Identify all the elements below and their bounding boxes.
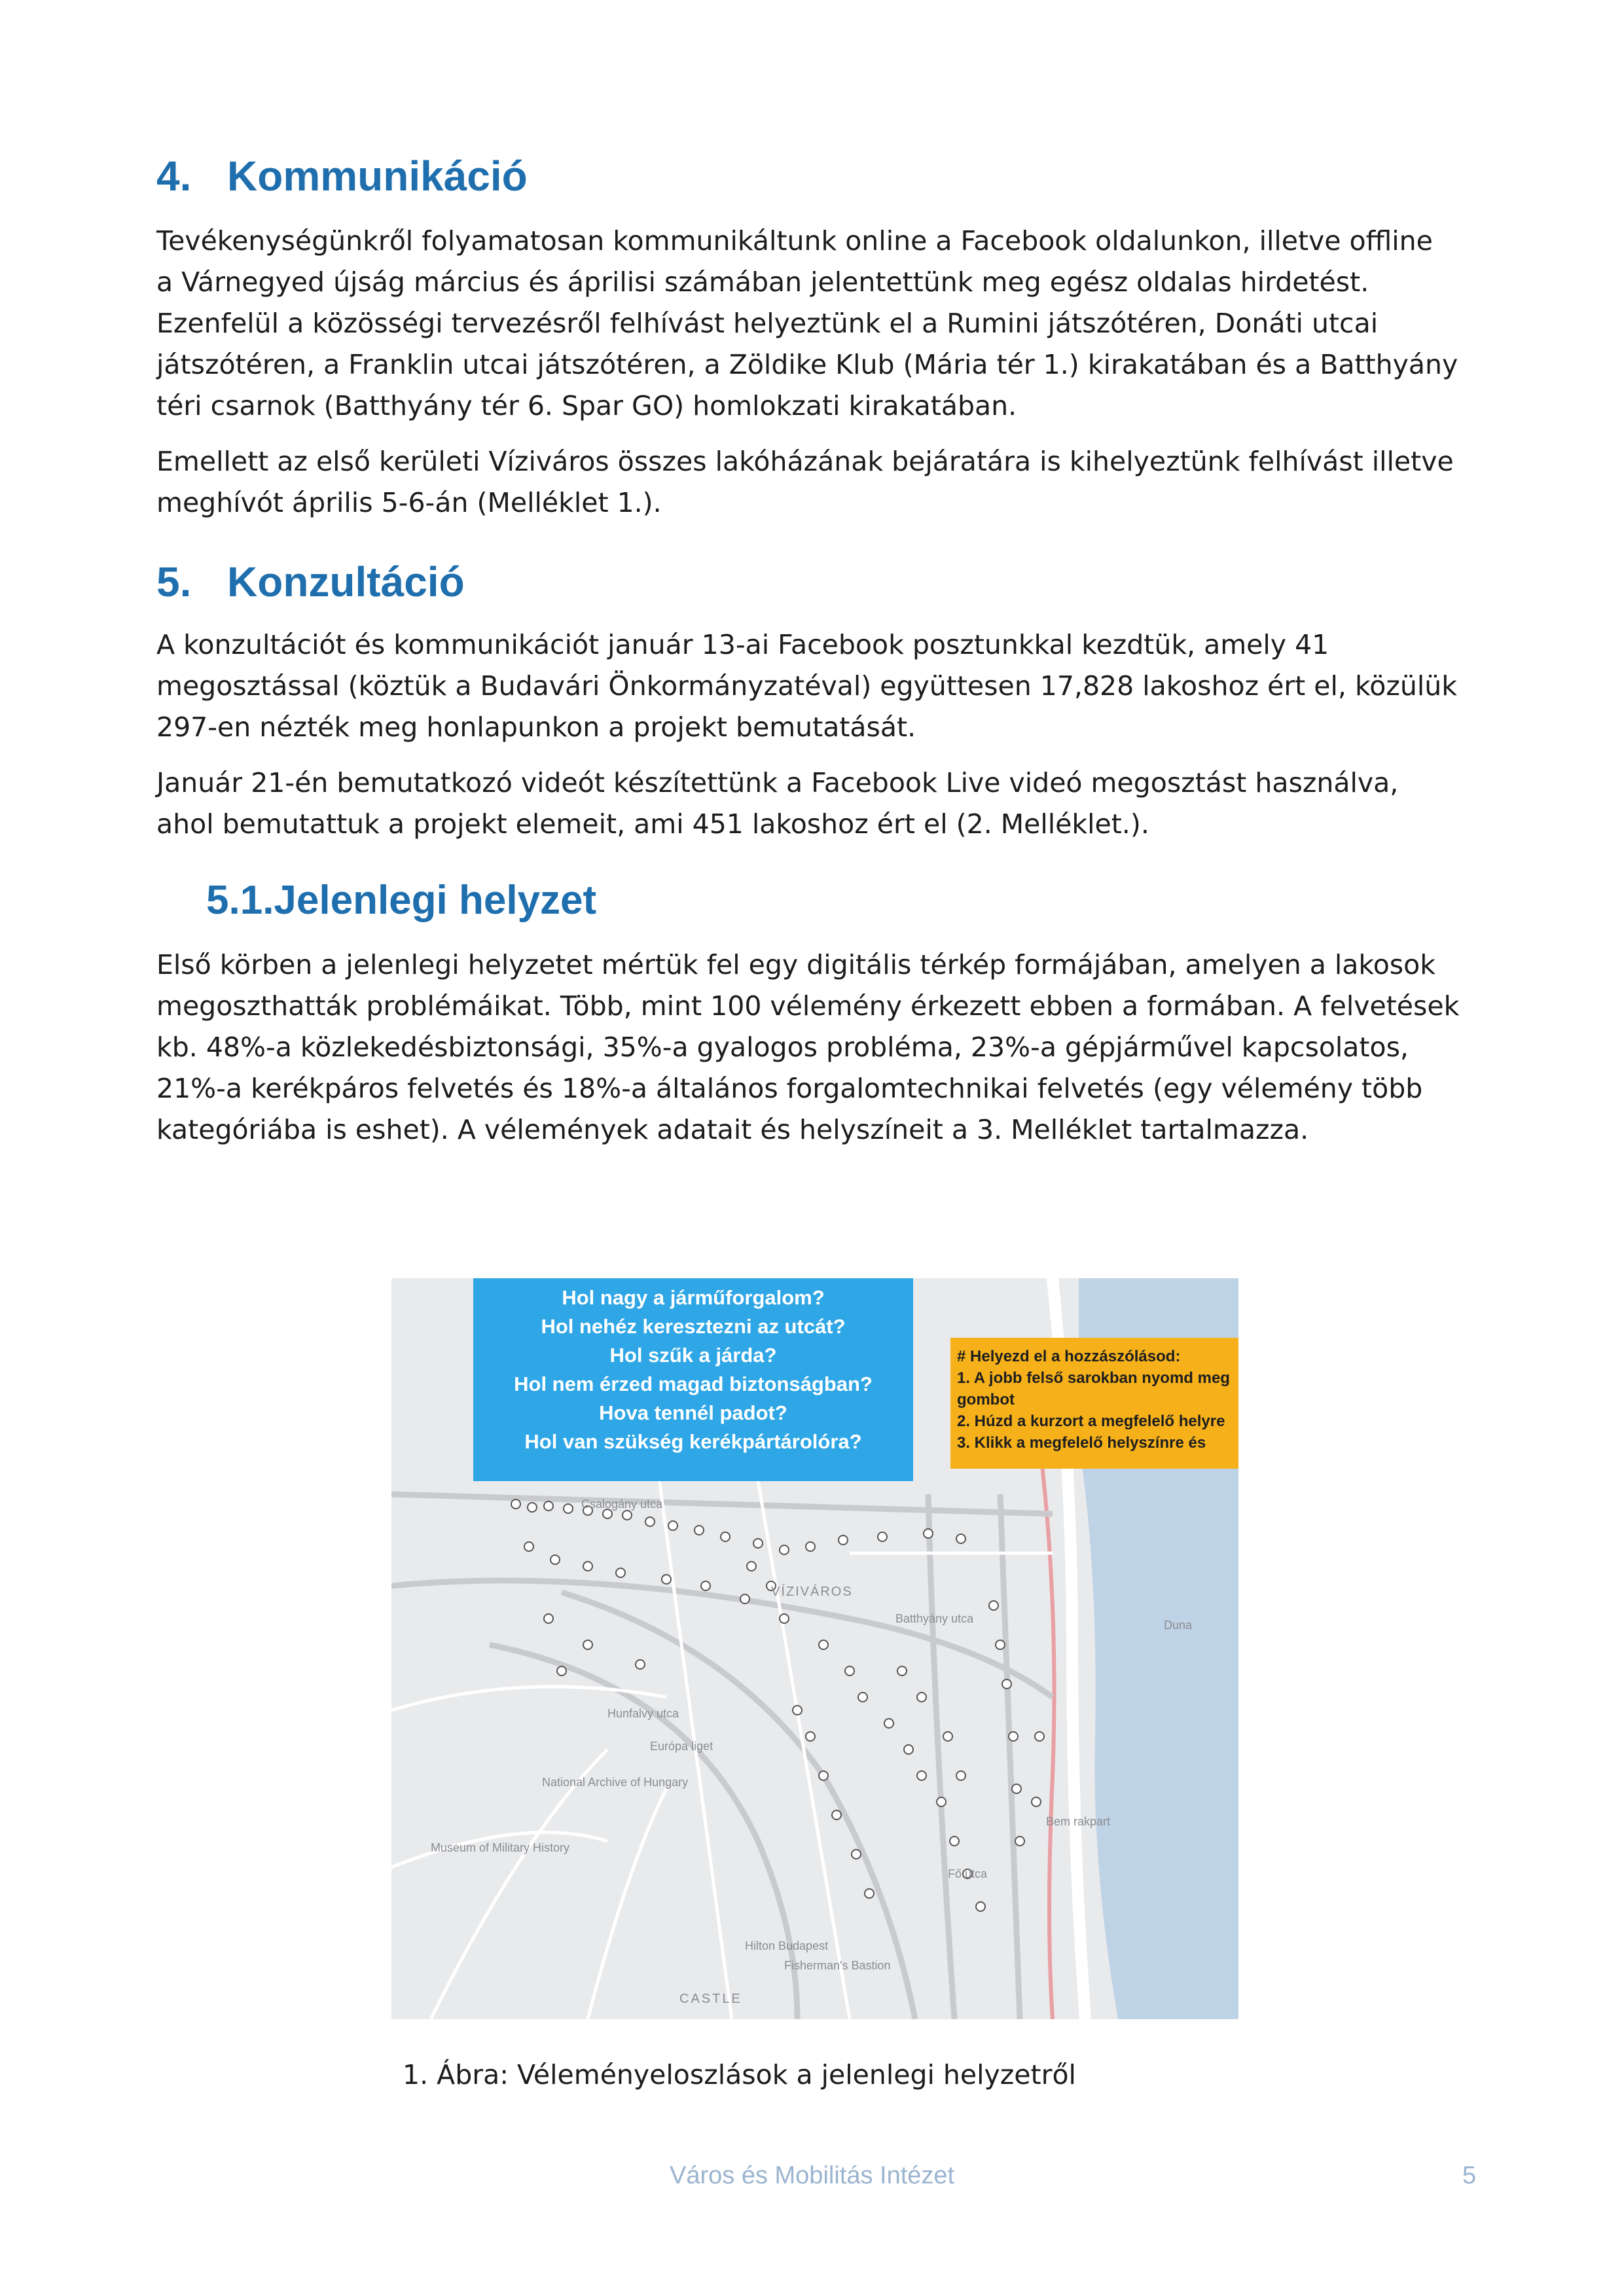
text-line: kategóriába is eshet). A vélemények adatait és helyszíneit a 3. Melléklet tartalmazza.: [156, 1114, 1309, 1145]
text-line: 21%-a kerékpáros felvetés és 18%-a általános forgalomtechnikai felvetés (egy vélemény több: [156, 1073, 1423, 1104]
text-line: A konzultációt és kommunikációt január 13-ai Facebook posztunkkal kezdtük, amely 41: [156, 629, 1329, 660]
map-label: Bem rakpart: [1046, 1815, 1111, 1828]
instruction-text: 2. Húzd a kurzort a megfelelő helyre: [957, 1412, 1225, 1430]
text-line: megosztással (köztük a Budavári Önkormányzatéval) együttesen 17,828 lakoshoz ért el, közülük: [156, 670, 1457, 702]
map-label: Fő utca: [948, 1867, 988, 1880]
question-text: Hol nem érzed magad biztonságban?: [514, 1372, 873, 1395]
text-line: megoszthatták problémáikat. Több, mint 100 vélemény érkezett ebben a formában. A felvetések: [156, 990, 1460, 1022]
text-line: Emellett az első kerületi Víziváros összes lakóházának bejáratára is kihelyeztünk felhívást illetve: [156, 446, 1454, 477]
instruction-text: # Helyezd el a hozzászólásod:: [957, 1348, 1181, 1365]
section-5-title: Konzultáció: [227, 558, 465, 605]
map-label: Batthyány utca: [895, 1612, 974, 1625]
question-text: Hol nagy a járműforgalom?: [562, 1286, 825, 1309]
section-4-paragraph-2: [156, 441, 1485, 524]
question-text: Hol van szükség kerékpártárolóra?: [524, 1430, 862, 1453]
map-label: CASTLE: [679, 1992, 742, 2006]
red-route: [1039, 1442, 1055, 2019]
map-label: Csalogány utca: [581, 1498, 663, 1511]
section-4-title: Kommunikáció: [227, 152, 528, 200]
text-line: játszótéren, a Franklin utcai játszótéren, a Zöldike Klub (Mária tér 1.) kirakatában és a Batthyány: [156, 349, 1458, 380]
section-5-heading: [156, 558, 465, 606]
map-label: Fisherman's Bastion: [784, 1959, 891, 1972]
text-line: ahol bemutattuk a projekt elemeit, ami 451 lakoshoz ért el (2. Melléklet.).: [156, 808, 1149, 840]
instruction-text: gombot: [957, 1391, 1015, 1408]
map-label: National Archive of Hungary: [542, 1776, 689, 1789]
map-figure: [391, 1278, 1238, 2019]
text-line: 297-en nézték meg honlapunkon a projekt bemutatását.: [156, 711, 916, 743]
footer-organization: Város és Mobilitás Intézet: [670, 2162, 955, 2189]
question-text: Hol szűk a járda?: [609, 1344, 777, 1367]
text-line: Első körben a jelenlegi helyzetet mértük fel egy digitális térkép formájában, amelyen a lakosok: [156, 949, 1435, 980]
instruction-text: 3. Klikk a megfelelő helyszínre és: [957, 1434, 1206, 1452]
text-line: Tevékenységünkről folyamatosan kommunikáltunk online a Facebook oldalunkon, illetve offline: [156, 225, 1433, 257]
text-line: téri csarnok (Batthyány tér 6. Spar GO) homlokzati kirakatában.: [156, 390, 1017, 422]
section-5-paragraph-2: [156, 762, 1485, 845]
text-line: kb. 48%-a közlekedésbiztonsági, 35%-a gyalogos probléma, 23%-a gépjárművel kapcsolatos,: [156, 1031, 1409, 1063]
questions-box: [473, 1278, 913, 1481]
map-label: VÍZIVÁROS: [771, 1585, 853, 1599]
comment-markers: [511, 1499, 1044, 1911]
text-line: a Várnegyed újság március és áprilisi számában jelentettünk meg egész oldalas hirdetést.: [156, 266, 1369, 298]
instruction-text: 1. A jobb felső sarokban nyomd meg: [957, 1369, 1230, 1387]
instructions-box: [950, 1338, 1238, 1469]
section-5-paragraph-1: [156, 624, 1485, 748]
map-label: Európa liget: [650, 1740, 713, 1753]
map-label: Museum of Military History: [431, 1841, 570, 1854]
section-5-1-paragraph: [156, 944, 1485, 1151]
map-label: Hunfalvy utca: [607, 1707, 679, 1720]
section-4-paragraph-1: [156, 221, 1485, 427]
text-line: Ezenfelül a közösségi tervezésről felhívást helyeztünk el a Rumini játszótéren, Donáti utcai: [156, 308, 1379, 339]
page-number: 5: [1462, 2162, 1477, 2189]
section-5-1-heading: 5.1.Jelenlegi helyzet: [206, 878, 597, 923]
question-text: Hol nehéz keresztezni az utcát?: [541, 1315, 846, 1338]
section-4-number: 4.: [156, 152, 192, 200]
section-5-number: 5.: [156, 558, 192, 605]
map-label: Duna: [1164, 1619, 1193, 1632]
question-text: Hova tennél padot?: [599, 1401, 787, 1424]
minor-roads: [391, 1435, 1053, 2019]
figure-caption: 1. Ábra: Véleményeloszlások a jelenlegi helyzetről: [403, 2059, 1076, 2090]
map-label: Hilton Budapest: [745, 1939, 829, 1952]
text-line: meghívót április 5-6-án (Melléklet 1.).: [156, 487, 662, 518]
section-4-heading: [156, 152, 528, 200]
text-line: Január 21-én bemutatkozó videót készítettünk a Facebook Live videó megosztást használva,: [156, 767, 1399, 798]
